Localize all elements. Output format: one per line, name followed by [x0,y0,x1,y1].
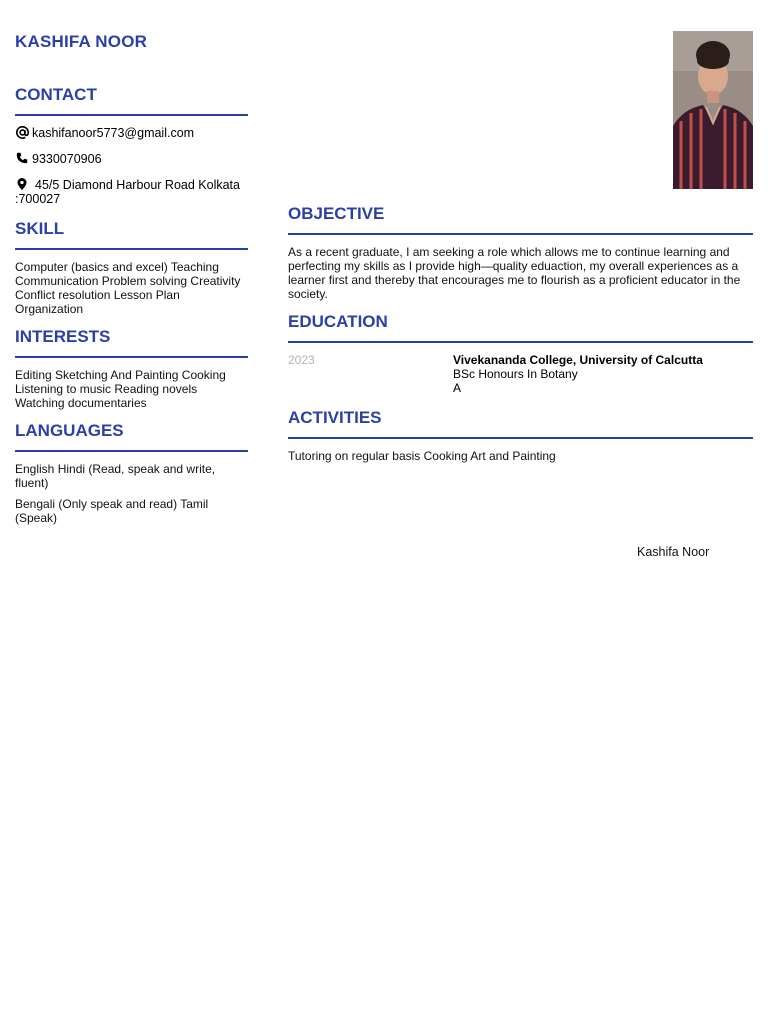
language-item: Bengali (Only speak and read) Tamil (Speak) [15,497,209,525]
candidate-name: KASHIFA NOOR [15,32,148,51]
address-text: 45/5 Diamond Harbour Road Kolkata :700027 [15,178,240,206]
skill-text: Computer (basics and excel) Teaching Communication Problem solving Creativity Conflict resolution Lesson Plan Organization [15,260,241,316]
contact-phone [15,152,248,166]
education-year: 2023 [288,353,315,367]
languages-section [15,420,248,525]
objective-text: As a recent graduate, I am seeking a role which allows me to continue learning and perfecting my skills as I provide high—quality eduaction, my overall experiences as a learner first and thereby that encourages me to flourish as a proficient educator in the society. [288,245,741,301]
section-divider [288,437,753,439]
education-degree: BSc Honours In Botany [453,367,578,381]
section-divider [15,450,248,452]
interests-text: Editing Sketching And Painting Cooking Listening to music Reading novels Watching documentaries [15,368,226,410]
language-item: English Hindi (Read, speak and write, fluent) [15,462,216,490]
education-details [453,353,703,395]
signature: Kashifa Noor [637,545,710,559]
section-divider [15,114,248,116]
education-grade: A [453,381,462,395]
skill-heading: SKILL [15,219,65,238]
left-column [15,84,248,525]
activities-text: Tutoring on regular basis Cooking Art and Painting [288,449,556,463]
contact-email [15,126,248,140]
activities-heading: ACTIVITIES [288,408,382,427]
phone-text: 9330070906 [32,152,102,166]
activities-section [288,407,753,463]
interests-section [15,326,248,410]
education-institution: Vivekananda College, University of Calcutta [453,353,703,367]
education-section [288,311,753,395]
contact-section [15,84,248,206]
objective-heading: OBJECTIVE [288,204,385,223]
section-divider [15,248,248,250]
contact-heading: CONTACT [15,85,97,104]
section-divider [288,341,753,343]
email-text[interactable]: kashifanoor5773@gmail.com [32,126,195,140]
education-heading: EDUCATION [288,312,388,331]
skill-section [15,218,248,316]
education-entry [288,353,753,395]
contact-address [15,178,248,206]
location-pin-icon [15,178,29,190]
languages-heading: LANGUAGES [15,421,124,440]
profile-photo [673,31,753,189]
right-column [288,203,753,463]
at-icon [15,126,29,139]
section-divider [288,233,753,235]
phone-icon [15,152,29,164]
interests-heading: INTERESTS [15,327,111,346]
objective-section [288,203,753,301]
section-divider [15,356,248,358]
